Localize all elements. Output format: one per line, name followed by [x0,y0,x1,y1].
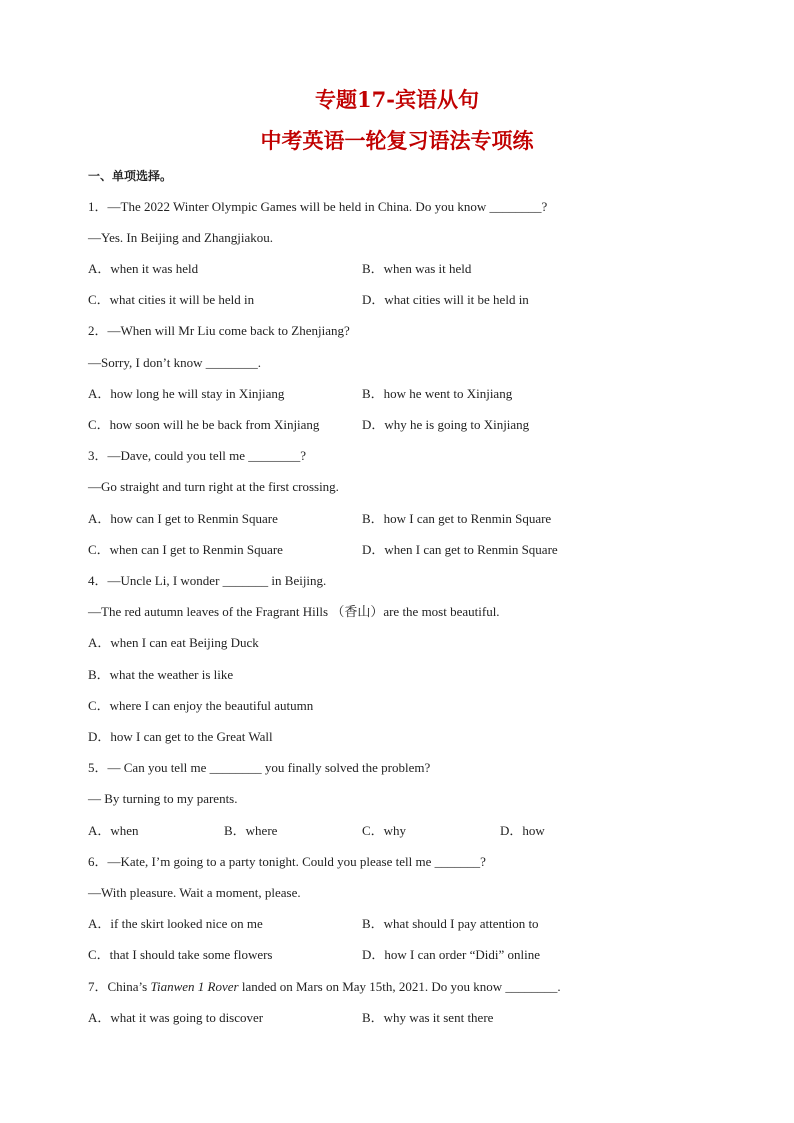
question-3-option-a: A．how can I get to Renmin Square [88,511,278,526]
question-3-option-c: C．when can I get to Renmin Square [88,542,283,557]
question-1-option-c: C．what cities it will be held in [88,292,255,307]
question-2-reply: —Sorry, I don’t know ________. [88,355,261,370]
question-6-option-c: C．that I should take some flowers [88,947,273,962]
question-6-option-a: A．if the skirt looked nice on me [88,916,263,931]
question-1-option-b: B．when was it held [362,261,472,276]
question-1-option-a: A．when it was held [88,261,199,276]
question-7-stem-start: 7．China’s [88,979,151,994]
question-6-option-d: D．how I can order “Didi” online [362,947,540,962]
question-1-reply: —Yes. In Beijing and Zhangjiakou. [88,230,273,245]
question-3-option-b: B．how I can get to Renmin Square [362,511,552,526]
question-5-option-d: D．how [500,823,545,838]
question-3-stem: 3．—Dave, could you tell me ________? [88,448,307,463]
question-5-option-b: B．where [224,823,278,838]
question-3-reply: —Go straight and turn right at the first crossing. [88,479,339,494]
question-5-reply: — By turning to my parents. [88,791,238,806]
question-7-rover-name: Tianwen 1 Rover [150,979,239,994]
document-title: 专题17-宾语从句 [315,87,479,112]
question-7-stem-end: landed on Mars on May 15th, 2021. Do you know ________. [238,979,561,994]
question-4-option-d: D．how I can get to the Great Wall [88,729,273,744]
question-4-option-a: A．when I can eat Beijing Duck [88,635,259,650]
question-4-option-c: C．where I can enjoy the beautiful autumn [88,698,314,713]
question-4-reply: —The red autumn leaves of the Fragrant Hills （香山）are the most beautiful. [88,604,500,619]
question-5-stem: 5．— Can you tell me ________ you finally solved the problem? [88,760,431,775]
question-2-option-a: A．how long he will stay in Xinjiang [88,386,285,401]
question-1-stem: 1．—The 2022 Winter Olympic Games will be held in China. Do you know ________? [88,199,548,214]
document-subtitle: 中考英语一轮复习语法专项练 [260,128,534,153]
question-6-stem: 6．—Kate, I’m going to a party tonight. Could you please tell me _______? [88,854,486,869]
question-6-option-b: B．what should I pay attention to [362,916,539,931]
question-7-option-a: A．what it was going to discover [88,1010,264,1025]
question-2-stem: 2．—When will Mr Liu come back to Zhenjiang? [88,323,350,338]
question-3-option-d: D．when I can get to Renmin Square [362,542,558,557]
question-7-stem [88,979,561,995]
question-7-option-b: B．why was it sent there [362,1010,494,1025]
question-5-option-a: A．when [88,823,139,838]
section-heading: 一、单项选择。 [88,169,173,183]
question-2-option-d: D．why he is going to Xinjiang [362,417,530,432]
question-4-option-b: B．what the weather is like [88,667,234,682]
question-1-option-d: D．what cities will it be held in [362,292,529,307]
question-5-option-c: C．why [362,823,407,838]
question-4-stem: 4．—Uncle Li, I wonder _______ in Beijing. [88,573,327,588]
question-6-reply: —With pleasure. Wait a moment, please. [88,885,301,900]
question-2-option-c: C．how soon will he be back from Xinjiang [88,417,320,432]
question-2-option-b: B．how he went to Xinjiang [362,386,513,401]
